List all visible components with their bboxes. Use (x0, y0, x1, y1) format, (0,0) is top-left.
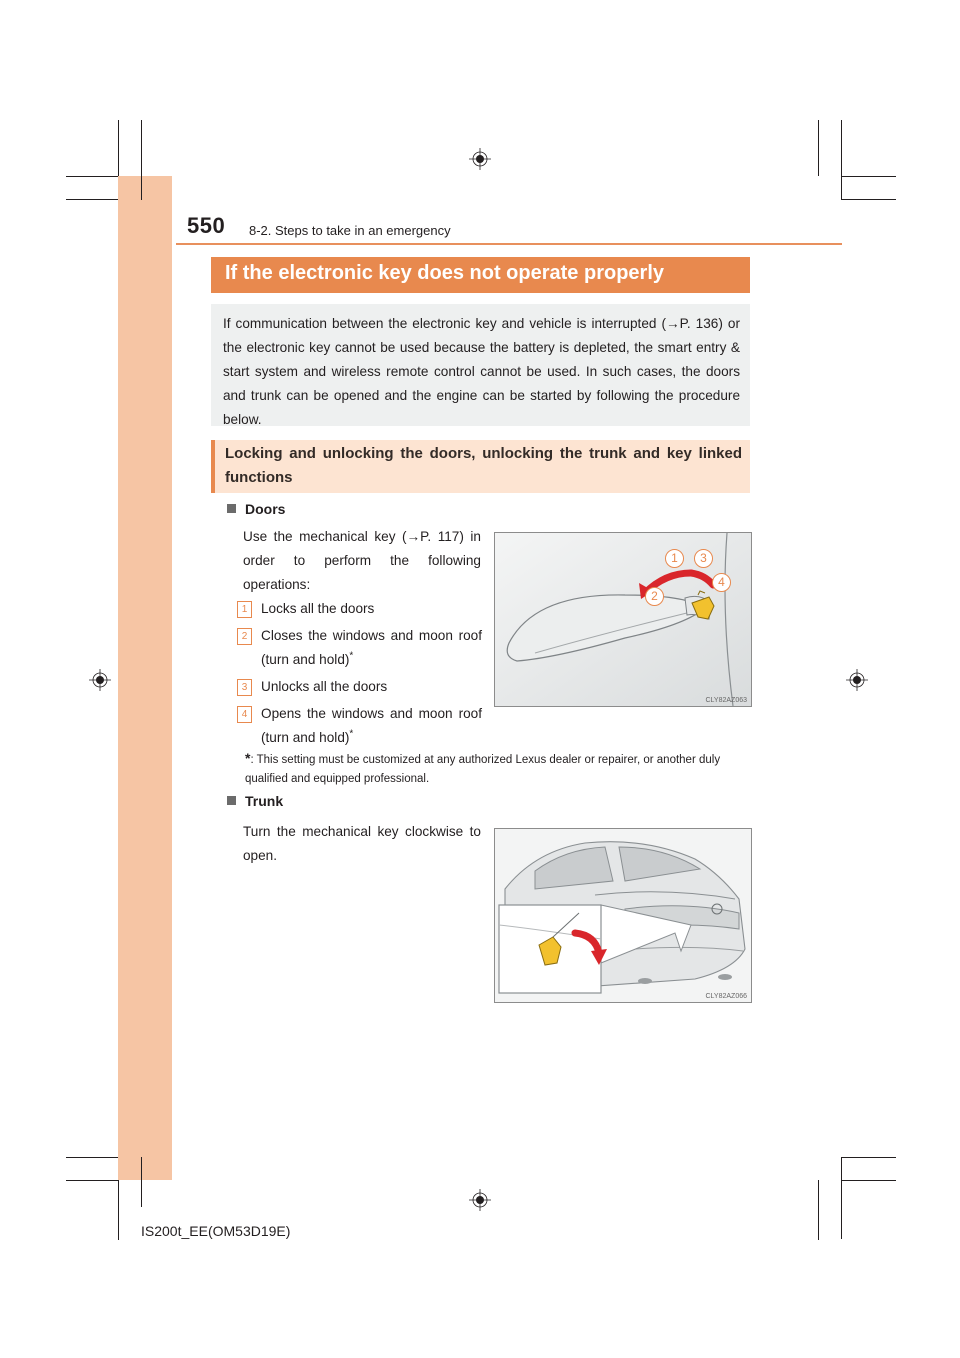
intro-box (211, 304, 750, 426)
step-number-badge: 4 (237, 706, 252, 723)
registration-mark-icon (846, 669, 868, 691)
list-item: 2 Closes the windows and moon roof (turn and hold)* (237, 624, 482, 672)
figure-label-3: 3 (694, 549, 713, 568)
registration-mark-icon (469, 148, 491, 170)
doors-instruction: Use the mechanical key (→P. 117) in order to perform the following operations: (243, 529, 481, 592)
trunk-illustration (495, 829, 751, 1002)
header-divider (176, 243, 842, 245)
arrow-right-icon: → (665, 316, 680, 331)
intro-text: If communication between the electronic key and vehicle is interrupted (→P. 136) or the electronic key cannot be used because the battery is depleted, the smart entry & start system and wireless remote control cannot be used. In such cases, the doors and trunk can be opened and the engine can be started by following the procedure below. (223, 316, 740, 427)
page-reference-link[interactable]: P. 117 (420, 529, 460, 544)
list-item: 1 Locks all the doors (237, 597, 482, 621)
figure-label-1: 1 (665, 549, 684, 568)
list-item: 4 Opens the windows and moon roof (turn and hold)* (237, 702, 482, 750)
door-steps-list (237, 597, 482, 753)
trunk-instruction: Turn the mechanical key clockwise to open. (243, 824, 481, 863)
subsection-heading: Locking and unlocking the doors, unlocking the trunk and key linked functions (211, 440, 750, 493)
trunk-figure (494, 828, 752, 1003)
figure-code: CLY82AZ066 (705, 993, 747, 1000)
page-title: If the electronic key does not operate properly (211, 257, 750, 293)
arrow-right-icon: → (406, 529, 421, 544)
footnote-marker: * (245, 750, 251, 766)
side-color-strip (118, 176, 172, 1180)
doors-heading: Doors (227, 501, 285, 517)
door-handle-figure (494, 532, 752, 707)
page-reference-link[interactable]: P. 136 (679, 316, 719, 331)
page-number: 550 (187, 213, 226, 238)
footer-code: IS200t_EE(OM53D19E) (141, 1223, 291, 1239)
step-number-badge: 2 (237, 628, 252, 645)
figure-label-2: 2 (645, 587, 664, 606)
figure-code: CLY82AZ063 (705, 697, 747, 704)
section-title: 8-2. Steps to take in an emergency (249, 223, 451, 238)
trunk-heading: Trunk (227, 793, 283, 809)
figure-label-4: 4 (712, 573, 731, 592)
step-number-badge: 3 (237, 679, 252, 696)
footnote: *: This setting must be customized at any authorized Lexus dealer or repairer, or another duly qualified and equipped professional. (245, 750, 721, 785)
step-number-badge: 1 (237, 601, 252, 618)
list-item: 3 Unlocks all the doors (237, 675, 482, 699)
bullet-square-icon (227, 796, 236, 805)
registration-mark-icon (469, 1189, 491, 1211)
registration-mark-icon (89, 669, 111, 691)
bullet-square-icon (227, 504, 236, 513)
